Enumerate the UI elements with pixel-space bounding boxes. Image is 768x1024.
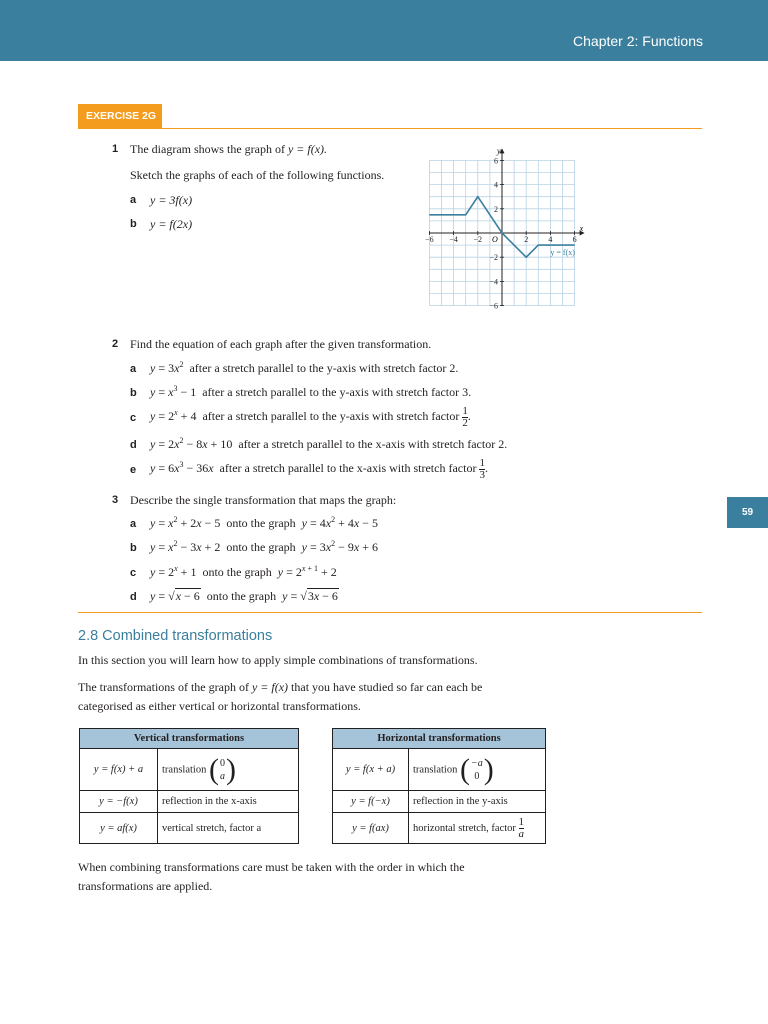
curve-label: y = f(x) [550, 247, 575, 257]
q2-part-e-label: e [130, 464, 137, 476]
section-para-after: that you have studied so far can each be [291, 680, 483, 694]
x-tick-label: 2 [524, 235, 529, 244]
section-para-line2: categorised as either vertical or horizontal transformations. [78, 699, 361, 713]
closing-line1: When combining transformations care must be taken with the order in which the [78, 860, 465, 874]
q2-part-b: $y = x^3 - 1$ after a stretch parallel to the y-axis with stretch factor 3. [150, 384, 472, 399]
q2-part-a: $y = 3x^2$ after a stretch parallel to the y-axis with stretch factor 2. [150, 360, 459, 375]
q1-part-b-math: y = f(2x) [150, 217, 193, 231]
q3-part-a-label: a [130, 518, 137, 530]
vertical-eq-reflection: y = −f(x) [80, 791, 158, 813]
closing-line2: transformations are applied. [78, 879, 213, 893]
q2-part-e: $y = 6x^3 - 36x$ after a stretch parallel to the x-axis with stretch factor $\frac{1}{3}$ . [150, 456, 488, 481]
vertical-eq-stretch: y = af(x) [80, 813, 158, 844]
q3-part-b: $y = x^2 - 3x + 2$ onto the graph $y = 3x^2 - 9x + 6$ [150, 539, 378, 554]
q2-part-a-label: a [130, 363, 137, 375]
y-tick-label: −2 [489, 253, 498, 263]
q3-part-d-label: d [130, 591, 137, 603]
q2-part-a-text: after a stretch parallel to the y-axis with stretch factor 2. [189, 361, 459, 375]
q1-part-a-math: y = 3f(x) [150, 193, 193, 207]
x-tick-label: 4 [548, 235, 553, 244]
q3-part-d: y = √x − 6 onto the graph y = √3x − 6 [150, 589, 338, 603]
q3-part-c-onto: onto the graph [202, 565, 272, 579]
q3-part-b-onto: onto the graph [226, 540, 296, 554]
horizontal-desc-reflection: reflection in the y-axis [409, 791, 546, 813]
q2-part-d-text: after a stretch parallel to the x-axis with stretch factor 2. [238, 437, 508, 451]
q2-part-c-label: c [130, 412, 137, 424]
table-row [333, 791, 546, 813]
horizontal-stretch-fraction: $\frac{1}{a}$ [518, 815, 525, 840]
section-para-before: The transformations of the graph of [78, 680, 249, 694]
y-tick-label: 4 [494, 180, 498, 190]
table-row [80, 791, 299, 813]
y-axis-label: y [497, 146, 501, 156]
y-tick-label: 2 [494, 204, 498, 214]
q1-line1 [130, 142, 327, 156]
chapter-title: Chapter 2: Functions [573, 33, 703, 49]
horizontal-translation-vector: ( −a 0 ) [459, 752, 494, 786]
q3-part-b-label: b [130, 542, 137, 554]
q2-number: 2 [112, 338, 119, 350]
q2-part-b-text: after a stretch parallel to the y-axis with stretch factor 3. [202, 385, 472, 399]
horizontal-desc-translation: translation ( −a 0 ) [409, 749, 546, 791]
q3-part-a: $y = x^2 + 2x - 5$ onto the graph $y = 4x^2 + 4x - 5$ [150, 515, 378, 530]
exercise-badge: EXERCISE 2G [78, 104, 162, 128]
q2-part-c: $y = 2^x + 4$ after a stretch parallel to the y-axis with stretch factor $\frac{1}{2}$ . [150, 404, 471, 429]
y-tick-label: −4 [489, 277, 498, 287]
horizontal-eq-reflection: y = f(−x) [333, 791, 409, 813]
q2-part-c-fraction: $\frac{1}{2}$ [462, 404, 468, 429]
q1-part-a-label: a [130, 194, 137, 206]
q1-line2: Sketch the graphs of each of the following functions. [130, 168, 385, 182]
q3-part-c-label: c [130, 567, 137, 579]
y-tick-label: 6 [494, 156, 498, 166]
q3-intro: Describe the single transformation that maps the graph: [130, 493, 397, 507]
horizontal-eq-stretch: y = f(ax) [333, 813, 409, 844]
q2-intro: Find the equation of each graph after the given transformation. [130, 337, 432, 351]
q2-part-b-label: b [130, 387, 137, 399]
q1-number: 1 [112, 143, 119, 155]
table-row [333, 813, 546, 844]
q1-line1-text: The diagram shows the graph of [130, 142, 285, 156]
horizontal-table-header: Horizontal transformations [333, 729, 546, 749]
x-axis-label: x [579, 224, 584, 233]
section-intro: In this section you will learn how to apply simple combinations of transformations. [78, 653, 478, 667]
x-tick-label: 6 [572, 235, 577, 244]
header-bar [0, 0, 768, 61]
vertical-table-header: Vertical transformations [80, 729, 299, 749]
x-tick-label: −4 [449, 235, 458, 244]
horizontal-eq-translation: y = f(x + a) [333, 749, 409, 791]
horizontal-transformations-table [332, 728, 546, 844]
q2-part-d-label: d [130, 439, 137, 451]
q3-part-c: $y = 2^x + 1$ onto the graph $y = 2^{x + 1} + 2$ [150, 564, 337, 579]
section-para-math: y = f(x) [251, 680, 289, 694]
horizontal-desc-stretch: horizontal stretch, factor $\frac{1}{a}$ [409, 813, 546, 844]
q1-line1-math: y = f(x). [287, 142, 328, 156]
q2-part-d: $y = 2x^2 - 8x + 10$ after a stretch parallel to the x-axis with stretch factor 2. [150, 436, 508, 451]
q3-part-a-onto: onto the graph [226, 516, 296, 530]
vertical-transformations-table [79, 728, 299, 844]
vertical-desc-reflection: reflection in the x-axis [158, 791, 299, 813]
x-tick-label: −6 [425, 235, 434, 244]
q2-part-c-text: after a stretch parallel to the y-axis with stretch factor [202, 409, 460, 423]
section-rule [78, 612, 702, 613]
section-para-line1 [78, 678, 482, 697]
q1-part-b-label: b [130, 218, 137, 230]
vertical-desc-stretch: vertical stretch, factor a [158, 813, 299, 844]
q3-number: 3 [112, 494, 119, 506]
table-row [80, 749, 299, 791]
page-number: 59 [727, 497, 768, 528]
q3-part-d-onto: onto the graph [206, 589, 277, 603]
vertical-eq-translation: y = f(x) + a [80, 749, 158, 791]
origin-label: O [492, 235, 498, 244]
section-heading: 2.8 Combined transformations [78, 628, 273, 644]
function-graph [424, 140, 594, 315]
graph-axes [429, 148, 584, 305]
vertical-translation-vector: ( 0 a ) [208, 752, 236, 786]
vertical-desc-translation: translation ( 0 a ) [158, 749, 299, 791]
x-tick-label: −2 [473, 235, 483, 244]
y-tick-label: −6 [489, 301, 498, 311]
table-row [333, 749, 546, 791]
exercise-rule [78, 128, 702, 129]
q2-part-e-fraction: $\frac{1}{3}$ [479, 456, 485, 481]
table-row [80, 813, 299, 844]
q2-part-e-text: after a stretch parallel to the x-axis with stretch factor [219, 461, 477, 475]
